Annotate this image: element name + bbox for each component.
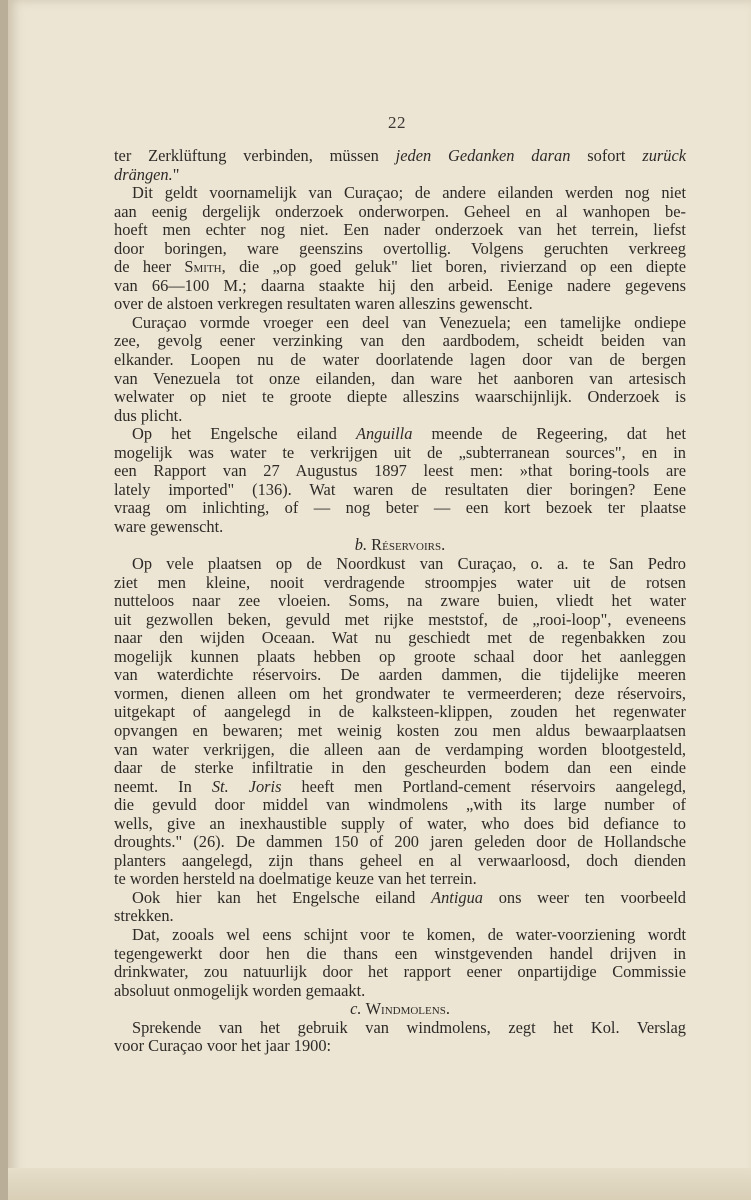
- text-line: [114, 833, 686, 852]
- text-span: daar de sterke infiltratie in den gescheurden bodem dan een einde: [114, 758, 686, 778]
- text-line: [114, 370, 686, 389]
- text-span: ter Zerklüftung verbinden, müssen: [114, 146, 396, 165]
- text-span: planters aangelegd, zijn thans geheel en al verwaarloosd, doch dienden: [114, 850, 686, 870]
- text-line: [114, 221, 686, 240]
- text-line: [114, 277, 686, 296]
- text-line: [114, 407, 686, 426]
- text-line: [114, 481, 686, 500]
- text-line: [114, 815, 686, 834]
- text-line: [114, 203, 686, 222]
- section-heading: [114, 1000, 686, 1019]
- text-span: die gevuld door middel van windmolens „with its large number of: [114, 795, 686, 815]
- text-line: [114, 852, 686, 871]
- text-span: wells, give an inexhaustible supply of water, who does bid defiance to: [114, 813, 686, 833]
- text-span: Dit geldt voornamelijk van Curaçao; de andere eilanden werden nog niet: [132, 183, 686, 203]
- text-span: , die „op goed geluk" liet boren, rivierzand op een diepte: [221, 257, 686, 277]
- text-line: [114, 945, 686, 964]
- italic-text: c.: [350, 999, 362, 1019]
- text-span: ": [172, 164, 180, 184]
- text-line: [114, 166, 686, 185]
- text-span: zee, gevolg eener verzinking van den aardbodem, scheidt beiden van: [114, 331, 686, 351]
- text-span: voor Curaçao voor het jaar 1900:: [114, 1036, 332, 1056]
- text-span: welwater op niet te groote diepte alleszins waarschijnlijk. Onderzoek is: [114, 387, 686, 407]
- text-line: [114, 574, 686, 593]
- text-span: de heer: [114, 257, 185, 277]
- text-span: te worden hersteld na doelmatige keuze van het terrein.: [114, 869, 477, 889]
- italic-text: Antigua: [431, 887, 483, 907]
- text-span: van Venezuela tot onze eilanden, dan ware het aanboren van artesisch: [114, 368, 686, 388]
- small-caps-text: Windmolens: [365, 999, 446, 1019]
- text-span: over de alstoen verkregen resultaten waren alleszins gewenscht.: [114, 294, 533, 314]
- italic-text: drängen.: [114, 164, 173, 184]
- text-span: aan eenig dergelijk onderzoek onderworpen. Geheel en al wanhopen be-: [114, 201, 686, 221]
- text-span: ware gewenscht.: [114, 516, 224, 536]
- text-line: [114, 722, 686, 741]
- text-span: Op het Engelsche eiland: [132, 424, 356, 444]
- text-line: [114, 295, 686, 314]
- text-span: Dat, zooals wel eens schijnt voor te komen, de water-voorziening wordt: [132, 924, 686, 944]
- text-line: [114, 611, 686, 630]
- text-line: [114, 499, 686, 518]
- text-span: Op vele plaatsen op de Noordkust van Curaçao, o. a. te San Pedro: [132, 554, 686, 574]
- text-span: heeft men Portland-cement réservoirs aangelegd,: [281, 776, 686, 796]
- text-line: [114, 963, 686, 982]
- text-span: naar den wijden Oceaan. Wat nu geschiedt met de regenbakken zou: [114, 628, 686, 648]
- text-line: [114, 796, 686, 815]
- text-line: [114, 907, 686, 926]
- text-line: [114, 741, 686, 760]
- text-line: [114, 351, 686, 370]
- text-line: [114, 240, 686, 259]
- text-span: opvangen en bewaren; met weinig kosten zou men aldus bewaarplaatsen: [114, 720, 686, 740]
- text-line: [114, 332, 686, 351]
- body-text: [114, 147, 686, 1056]
- text-line: [114, 1037, 686, 1056]
- text-span: Sprekende van het gebruik van windmolens, zegt het Kol. Verslag: [132, 1017, 686, 1037]
- text-line: [114, 889, 686, 908]
- text-span: van waterdichte réservoirs. De aarden dammen, die tijdelijke meeren: [114, 665, 686, 685]
- text-span: vraag om inlichting, of — nog beter — een kort bezoek ter plaatse: [114, 498, 686, 518]
- text-line: [114, 629, 686, 648]
- text-span: uitgekapt of aangelegd in de kalksteen-klippen, zouden het regenwater: [114, 702, 686, 722]
- text-line: [114, 314, 686, 333]
- text-line: [114, 1019, 686, 1038]
- italic-text: jeden Gedanken daran: [395, 146, 571, 165]
- text-line: [114, 926, 686, 945]
- text-line: [114, 870, 686, 889]
- text-span: ziet men kleine, nooit verdragende stroompjes water uit de rotsen: [114, 572, 686, 592]
- text-span: droughts." (26). De dammen 150 of 200 jaren geleden door de Hollandsche: [114, 832, 686, 852]
- text-span: elkander. Loopen nu de water doorlatende lagen door van de bergen: [114, 350, 686, 370]
- text-span: ons weer ten voorbeeld: [482, 887, 687, 907]
- text-line: [114, 184, 686, 203]
- text-line: [114, 982, 686, 1001]
- text-line: [114, 518, 686, 537]
- text-line: [114, 444, 686, 463]
- small-caps-text: Réservoirs: [371, 535, 442, 555]
- text-line: [114, 703, 686, 722]
- text-span: neemt. In: [114, 776, 212, 796]
- italic-text: Anguilla: [355, 424, 413, 444]
- text-span: strekken.: [114, 906, 174, 926]
- text-line: [114, 462, 686, 481]
- text-span: vormen, dienen alleen om het grondwater te vermeerderen; deze réservoirs,: [114, 683, 686, 703]
- text-line: [114, 666, 686, 685]
- text-span: een Rapport van 27 Augustus 1897 leest men: »that boring-tools are: [114, 461, 686, 481]
- text-span: Curaçao vormde vroeger een deel van Venezuela; een tamelijke ondiepe: [132, 312, 686, 332]
- text-line: [114, 388, 686, 407]
- text-span: mogelijk was water te verkrijgen uit de „subterranean sources", en in: [114, 442, 686, 462]
- text-line: [114, 555, 686, 574]
- text-span: mogelijk kunnen plaats hebben op groote schaal door het aanleggen: [114, 646, 686, 666]
- page-bottom-edge: [8, 1168, 751, 1200]
- text-line: [114, 648, 686, 667]
- text-line: [114, 685, 686, 704]
- text-line: [114, 425, 686, 444]
- text-span: absoluut onmogelijk worden gemaakt.: [114, 980, 366, 1000]
- text-line: [114, 258, 686, 277]
- section-heading: [114, 536, 686, 555]
- text-span: van water verkrijgen, die alleen aan de verdamping worden blootgesteld,: [114, 739, 686, 759]
- text-span: sofort: [570, 146, 643, 165]
- text-span: nutteloos naar zee vloeien. Soms, na zware buien, vliedt het water: [114, 591, 686, 611]
- text-span: meende de Regeering, dat het: [412, 424, 686, 444]
- italic-text: St. Joris: [211, 776, 282, 796]
- italic-text: b.: [354, 535, 368, 555]
- page-number: 22: [388, 113, 406, 132]
- text-line: [114, 759, 686, 778]
- text-line: [114, 592, 686, 611]
- italic-text: zurück: [642, 146, 687, 165]
- text-span: Ook hier kan het Engelsche eiland: [132, 887, 432, 907]
- text-span: dus plicht.: [114, 405, 183, 425]
- text-span: .: [445, 999, 450, 1019]
- text-span: .: [441, 535, 446, 555]
- text-span: uit gezwollen beken, gevuld met rijke meststof, de „rooi-loop", eveneens: [114, 609, 686, 629]
- text-line: [114, 147, 686, 166]
- text-span: door boringen, ware geenszins overtollig. Volgens geruchten verkreeg: [114, 238, 686, 258]
- text-span: lately imported" (136). Wat waren de resultaten dier boringen? Eene: [114, 479, 686, 499]
- text-line: [114, 778, 686, 797]
- text-span: drinkwater, zou natuurlijk door het rapport eener onpartijdige Commissie: [114, 962, 686, 982]
- text-span: tegengewerkt door hen die thans een winstgevenden handel drijven in: [114, 943, 686, 963]
- text-span: van 66—100 M.; daarna staakte hij den arbeid. Eenige nadere gegevens: [114, 275, 686, 295]
- text-span: hoeft men echter nog niet. Een nader onderzoek van het terrein, liefst: [114, 220, 686, 240]
- small-caps-text: Smith: [184, 257, 222, 277]
